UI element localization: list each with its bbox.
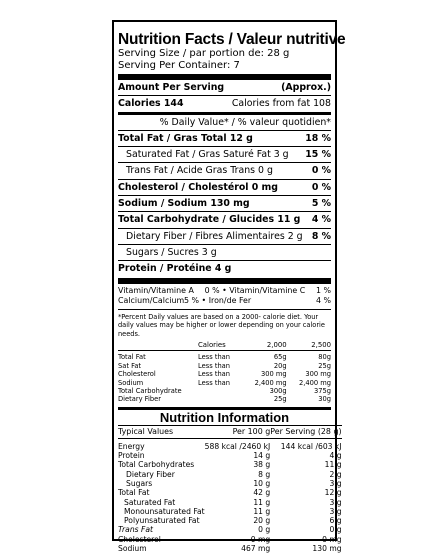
table-cell: 2,400 mg	[254, 378, 287, 387]
table-cell: 25g	[318, 361, 331, 370]
nutrient-row-cholesterol	[118, 179, 331, 195]
nutrient-row-saturated-fat	[118, 146, 331, 162]
table-cell: 467 mg	[241, 544, 271, 554]
table-row	[118, 544, 342, 553]
nutrient-dv: 5 %	[311, 198, 331, 210]
calories-from-fat: Calories from fat 108	[231, 98, 331, 110]
nutrition-information-table	[118, 425, 342, 554]
table-cell: Total Carbohydrates	[118, 460, 195, 470]
vitamin-mid: 0 % • Vitamin/Vitamine C	[204, 285, 306, 295]
table-header-cell: Per 100 g	[205, 425, 271, 438]
nutrient-label: Saturated Fat / Gras Saturé Fat 3 g	[126, 149, 289, 161]
nutrient-row-protein	[118, 260, 331, 276]
table-row	[118, 379, 331, 387]
table-cell: Sodium	[118, 378, 144, 387]
table-cell: 3 g	[329, 478, 342, 488]
table-cell: 80g	[318, 353, 331, 362]
table-cell: Total Fat	[118, 353, 146, 362]
table-cell: Dietary Fiber	[126, 469, 175, 479]
amount-per-serving-label: Amount Per Serving	[118, 82, 225, 93]
nutrient-dv: 15 %	[305, 149, 331, 161]
table-cell: 0 mg	[250, 534, 271, 544]
calories-row	[118, 95, 331, 111]
table-cell: Total Carbohydrate	[118, 386, 182, 395]
table-header-row	[118, 340, 331, 351]
table-row	[118, 362, 331, 370]
table-cell: 0 g	[258, 525, 271, 535]
table-row	[118, 460, 342, 469]
nutrient-label: Sugars / Sucres 3 g	[126, 246, 217, 258]
table-cell: Dietary Fiber	[118, 395, 162, 404]
table-cell: Sodium	[118, 544, 147, 554]
table-cell: 4 g	[329, 451, 342, 461]
table-cell	[198, 387, 242, 395]
nutrient-dv: 0 %	[311, 165, 331, 177]
approx-label: (Approx.)	[281, 82, 331, 93]
table-cell: 38 g	[253, 460, 271, 470]
table-row	[118, 387, 331, 395]
table-cell: 20g	[273, 361, 287, 370]
table-cell: Less than	[198, 353, 231, 362]
table-cell: 14 g	[253, 451, 271, 461]
table-cell: Cholesterol	[118, 534, 161, 544]
table-header-cell: 2,500	[287, 340, 331, 351]
table-header-cell: Calories	[198, 340, 242, 351]
nutrient-row-sugars	[118, 244, 331, 260]
table-header-row	[118, 425, 342, 438]
nutrient-label: Dietary Fiber / Fibres Alimentaires 2 g	[126, 230, 303, 242]
table-cell: Sugars	[126, 478, 153, 488]
table-cell: 0 mg	[322, 534, 342, 544]
table-cell: Polyunsaturated Fat	[124, 516, 200, 526]
table-cell: Sat Fat	[118, 361, 142, 370]
servings-per-container: Serving Per Container: 7	[118, 59, 240, 71]
table-cell: Less than	[198, 370, 231, 379]
table-cell: 25g	[273, 395, 287, 404]
nutrient-dv: 18 %	[305, 132, 331, 144]
table-cell: Less than	[198, 361, 231, 370]
table-row	[118, 498, 342, 507]
table-cell: 11 g	[253, 506, 271, 516]
nutrient-row-total-fat	[118, 130, 331, 146]
table-cell	[198, 395, 242, 403]
nutrient-label: Total Carbohydrate / Glucides 11 g	[118, 214, 301, 226]
serving-size: Serving Size / par portion de: 28 g	[118, 48, 290, 59]
table-cell: 20 g	[253, 516, 271, 526]
table-cell: 588 kcal /2460 kJ	[204, 441, 271, 451]
table-row	[118, 507, 342, 516]
table-cell: 10 g	[253, 478, 271, 488]
nutrient-row-dietary-fiber	[118, 228, 331, 244]
table-cell: 42 g	[253, 488, 271, 498]
table-cell: Monounsaturated Fat	[124, 506, 205, 516]
nutrient-label: Protein / Protéine 4 g	[118, 263, 232, 275]
table-row	[118, 516, 342, 525]
table-cell: 300 mg	[260, 370, 287, 379]
table-row	[118, 488, 342, 497]
table-header-cell: Typical Values	[118, 425, 205, 438]
nutrient-dv: 4 %	[311, 214, 331, 226]
vitamin-row	[118, 286, 331, 297]
table-row	[118, 525, 342, 534]
daily-value-header	[118, 112, 331, 130]
table-cell: 8 g	[258, 469, 271, 479]
table-cell: 144 kcal /603 kJ	[280, 441, 342, 451]
table-cell: 30g	[318, 395, 331, 404]
table-cell: 0 g	[329, 525, 342, 535]
nutrient-label: Cholesterol / Cholestérol 0 mg	[118, 181, 279, 193]
table-row	[118, 351, 331, 362]
table-cell: Less than	[198, 378, 231, 387]
table-row	[118, 370, 331, 378]
table-row	[118, 451, 342, 460]
table-cell: Trans Fat	[118, 525, 154, 535]
table-cell: 2 g	[329, 469, 342, 479]
vitamins-divider	[118, 278, 331, 284]
vitamin-right: 1 %	[315, 285, 331, 295]
nutrient-label: Sodium / Sodium 130 mg	[118, 198, 250, 210]
table-cell: 65g	[273, 353, 287, 362]
daily-value-header-text: % Daily Value* / % valeur quotidien*	[159, 116, 331, 128]
nutrition-facts-title: Nutrition Facts / Valeur nutritive	[118, 31, 346, 48]
table-cell: 300g	[269, 386, 287, 395]
table-row	[118, 479, 342, 488]
vitamin-left: Calcium/Calcium	[118, 296, 185, 306]
table-row	[118, 470, 342, 479]
table-cell: 130 mg	[312, 544, 342, 554]
nutrition-label	[112, 20, 346, 554]
vitamin-mid: 5 % • Iron/de Fer	[184, 296, 252, 306]
nutrient-label: Trans Fat / Acide Gras Trans 0 g	[126, 165, 273, 177]
table-cell: Total Fat	[118, 488, 150, 498]
vitamin-left: Vitamin/Vitamine A	[118, 285, 194, 295]
table-cell: Energy	[118, 441, 145, 451]
daily-value-table	[118, 340, 331, 403]
nutrient-row-total-carbohydrate	[118, 211, 331, 227]
table-cell: 2,400 mg	[298, 378, 331, 387]
table-header-cell: Per Serving (28 g)	[270, 425, 341, 438]
amount-per-serving-row	[118, 74, 331, 95]
table-cell: 11 g	[253, 497, 271, 507]
calories-label: Calories 144	[118, 98, 184, 110]
nutrient-row-trans-fat	[118, 162, 331, 178]
table-row	[118, 438, 342, 451]
table-cell: 3 g	[329, 506, 342, 516]
table-row	[118, 535, 342, 544]
nutrition-information-title: Nutrition Information	[118, 407, 331, 425]
table-cell: 11 g	[324, 460, 342, 470]
nutrient-row-sodium	[118, 195, 331, 211]
table-cell: 375g	[313, 386, 331, 395]
table-row	[118, 395, 331, 403]
nutrient-dv: 0 %	[311, 181, 331, 193]
table-cell: 3 g	[329, 497, 342, 507]
table-cell: Protein	[118, 451, 145, 461]
table-cell: Saturated Fat	[124, 497, 176, 507]
table-cell: Cholesterol	[118, 370, 156, 379]
table-cell: 6 g	[329, 516, 342, 526]
table-header-cell: 2,000	[242, 340, 286, 351]
vitamin-right: 4 %	[315, 296, 331, 306]
table-cell: 12 g	[324, 488, 342, 498]
nutrient-label: Total Fat / Gras Total 12 g	[118, 132, 253, 144]
daily-value-footnote: *Percent Daily values are based on a 2000- calorie diet. Your daily values may be higher or lower depending on your calorie needs.	[118, 309, 331, 341]
nutrient-dv: 8 %	[311, 230, 331, 242]
table-header-cell	[118, 340, 198, 351]
vitamin-row	[118, 296, 331, 307]
table-cell: 300 mg	[305, 370, 331, 379]
